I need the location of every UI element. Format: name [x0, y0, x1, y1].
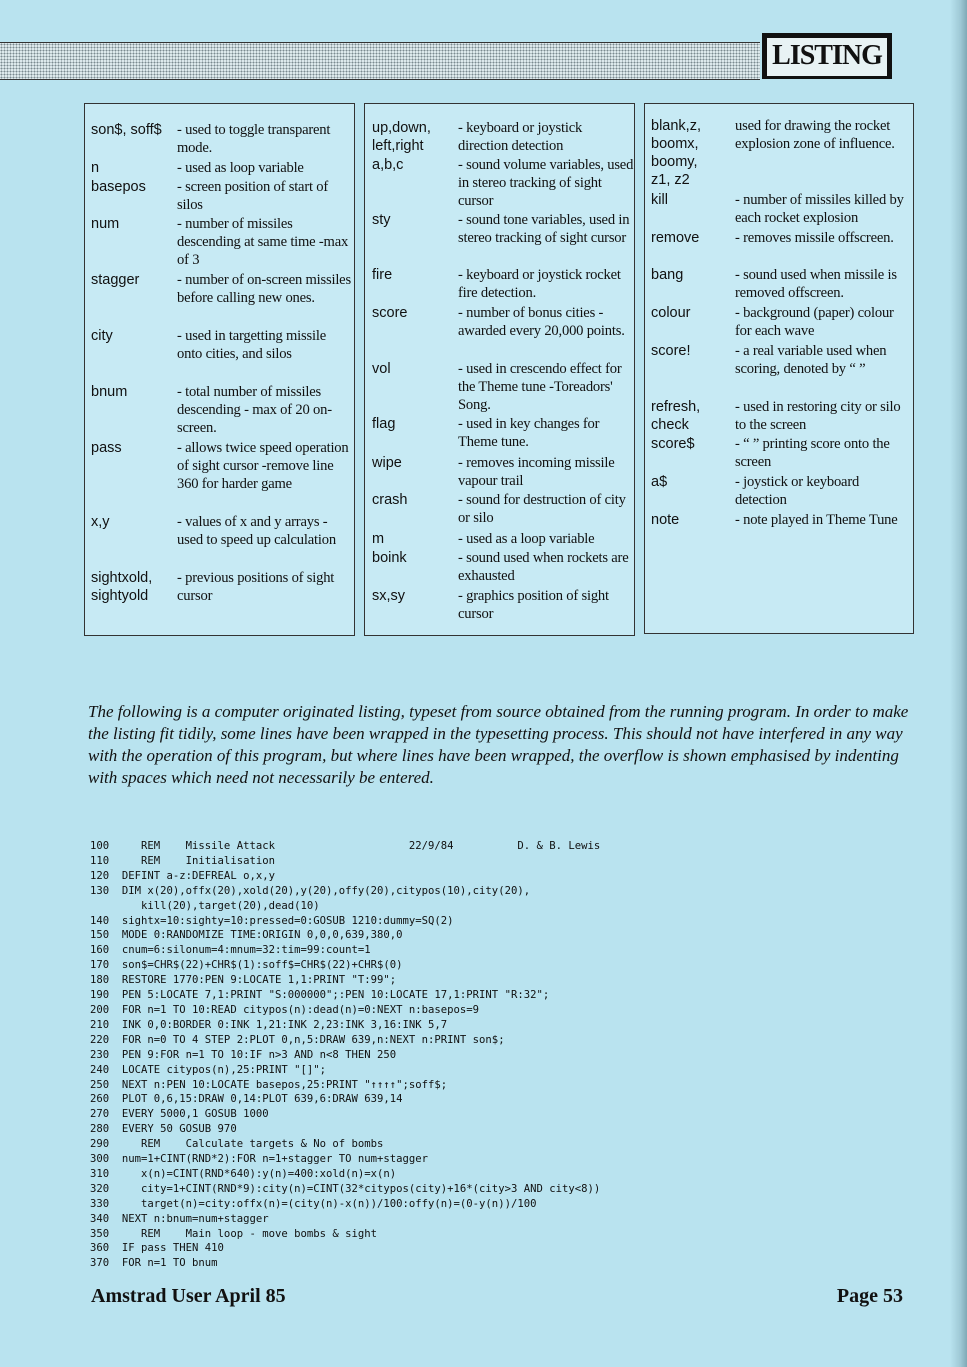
program-listing [90, 839, 600, 1271]
variable-name: crash [372, 492, 408, 508]
variable-name: a$ [651, 474, 668, 490]
variable-name: vol [372, 361, 391, 377]
code-line: 340 NEXT n:bnum=num+stagger [90, 1212, 269, 1225]
variable-description: - screen position of start of silos [177, 179, 329, 213]
code-line: 120 DEFINT a-z:DEFREAL o,x,y [90, 869, 275, 882]
variable-name: city [91, 328, 113, 344]
section-badge-label: LISTING [766, 37, 888, 77]
variable-name: sty [372, 212, 391, 228]
variable-name: refresh, check [651, 399, 701, 433]
glossary-column-1 [84, 103, 355, 636]
footer-magazine: Amstrad User April 85 [91, 1285, 286, 1307]
code-line: 300 num=1+CINT(RND*2):FOR n=1+stagger TO num+stagger [90, 1153, 429, 1166]
variable-name: stagger [91, 272, 140, 288]
code-line: 170 son$=CHR$(22)+CHR$(1):soff$=CHR$(22)+CHR$(0) [90, 959, 403, 972]
variable-description: - used in crescendo effect for the Theme tune -Toreadors' Song. [458, 361, 622, 413]
section-badge [762, 33, 892, 79]
code-line: 110 REM Initialisation [90, 854, 275, 867]
variable-description: - allows twice speed operation of sight cursor -remove line 360 for harder game [177, 440, 349, 492]
footer-page-number: Page 53 [836, 1285, 903, 1307]
glossary-column-3 [644, 103, 914, 634]
variable-name: bnum [91, 384, 128, 400]
variable-description: - number of missiles descending at same time -max of 3 [177, 216, 349, 268]
variable-description: - sound tone variables, used in stereo tracking of sight cursor [458, 212, 630, 246]
variable-description: - sound volume variables, used in stereo tracking of sight cursor [458, 157, 634, 209]
variable-name: a,b,c [372, 157, 404, 173]
variable-description: - graphics position of sight cursor [458, 588, 609, 622]
variable-name: x,y [91, 514, 110, 530]
variable-description: - removes missile offscreen. [735, 230, 894, 246]
code-line: 260 PLOT 0,6,15:DRAW 0,14:PLOT 639,6:DRAW 639,14 [90, 1093, 403, 1106]
variable-name: basepos [91, 179, 146, 195]
variable-description: - previous positions of sight cursor [177, 570, 335, 604]
variable-description: - number of missiles killed by each rocket explosion [735, 192, 904, 226]
code-line: 360 IF pass THEN 410 [90, 1242, 224, 1255]
code-line: 200 FOR n=1 TO 10:READ citypos(n):dead(n)=0:NEXT n:basepos=9 [90, 1003, 480, 1016]
code-line: 250 NEXT n:PEN 10:LOCATE basepos,25:PRINT "↑↑↑↑";soff$; [90, 1078, 448, 1091]
variable-description: - used as loop variable [177, 160, 304, 176]
code-line: 190 PEN 5:LOCATE 7,1:PRINT "S:000000";:PEN 10:LOCATE 17,1:PRINT "R:32"; [90, 989, 550, 1002]
code-line: 350 REM Main loop - move bombs & sight [90, 1227, 378, 1240]
variable-name: score$ [651, 436, 695, 452]
variable-name: num [91, 216, 120, 232]
variable-name: blank,z, boomx, boomy, z1, z2 [651, 118, 701, 188]
variable-name: score [372, 305, 408, 321]
variable-description: - used as a loop variable [458, 531, 595, 547]
variable-name: score! [651, 343, 691, 359]
variable-description: - keyboard or joystick direction detection [458, 120, 583, 154]
variable-description: - sound used when missile is removed offscreen. [735, 267, 897, 301]
variable-name: remove [651, 230, 700, 246]
page-spine-shadow [950, 0, 967, 1367]
variable-name: boink [372, 550, 407, 566]
variable-name: n [91, 160, 100, 176]
variable-name: sightxold, sightyold [91, 570, 153, 604]
variable-description: - sound used when rockets are exhausted [458, 550, 629, 584]
variable-name: son$, soff$ [91, 122, 162, 138]
variable-name: m [372, 531, 385, 547]
code-line: 150 MODE 0:RANDOMIZE TIME:ORIGIN 0,0,0,639,380,0 [90, 929, 403, 942]
variable-description: - used in restoring city or silo to the screen [735, 399, 901, 433]
variable-name: pass [91, 440, 122, 456]
variable-name: note [651, 512, 680, 528]
variable-description: - number of on-screen missiles before calling new ones. [177, 272, 351, 306]
variable-name: bang [651, 267, 684, 283]
code-line: 160 cnum=6:silonum=4:mnum=32:tim=99:count=1 [90, 944, 371, 957]
variable-description: - background (paper) colour for each wave [735, 305, 894, 339]
variable-description: - total number of missiles descending - max of 20 on-screen. [177, 384, 332, 436]
variable-description: - used in targetting missile onto cities, and silos [177, 328, 326, 362]
variable-description: - sound for destruction of city or silo [458, 492, 626, 526]
typesetting-note: The following is a computer originated listing, typeset from source obtained from the running program. In order to make the listing fit tidily, some lines have been wrapped in the typesetting process. This should not have interfered in any way with the operation of this program, but where lines have been wrapped, the overflow is shown emphasised by indenting with spaces which need not necessarily be entered. [88, 702, 909, 787]
variable-description: - a real variable used when scoring, denoted by “ ” [735, 343, 887, 377]
variable-name: kill [651, 192, 668, 208]
variable-description: - values of x and y arrays -used to speed up calculation [177, 514, 336, 548]
code-line: 320 city=1+CINT(RND*9):city(n)=CINT(32*citypos(city)+16*(city>3 AND city<8)) [90, 1182, 601, 1195]
variable-description: - used in key changes for Theme tune. [458, 416, 600, 450]
variable-description: - removes incoming missile vapour trail [458, 455, 615, 489]
code-line: 370 FOR n=1 TO bnum [90, 1257, 218, 1270]
code-line: 330 target(n)=city:offx(n)=(city(n)-x(n))/100:offy(n)=(0-y(n))/100 [90, 1197, 537, 1210]
variable-description: - “ ” printing score onto the screen [735, 436, 890, 470]
variable-name: up,down, left,right [372, 120, 431, 154]
code-line: 290 REM Calculate targets & No of bombs [90, 1138, 384, 1151]
code-line: kill(20),target(20),dead(10) [90, 899, 320, 912]
code-line: 210 INK 0,0:BORDER 0:INK 1,21:INK 2,23:INK 3,16:INK 5,7 [90, 1018, 448, 1031]
code-line: 100 REM Missile Attack 22/9/84 D. & B. Lewis [90, 840, 601, 852]
code-line: 270 EVERY 5000,1 GOSUB 1000 [90, 1108, 269, 1121]
glossary-column-2 [364, 103, 635, 636]
code-line: 280 EVERY 50 GOSUB 970 [90, 1123, 237, 1136]
code-line: 230 PEN 9:FOR n=1 TO 10:IF n>3 AND n<8 THEN 250 [90, 1048, 397, 1061]
variable-name: wipe [372, 455, 402, 471]
header-stripe [0, 42, 760, 80]
code-line: 140 sightx=10:sighty=10:pressed=0:GOSUB 1210:dummy=SQ(2) [90, 914, 454, 927]
variable-name: sx,sy [372, 588, 406, 604]
code-line: 180 RESTORE 1770:PEN 9:LOCATE 1,1:PRINT "T:99"; [90, 974, 397, 987]
variable-description: - joystick or keyboard detection [735, 474, 860, 508]
variable-description: - keyboard or joystick rocket fire detection. [458, 267, 621, 301]
variable-description: - used to toggle transparent mode. [177, 122, 331, 156]
variable-name: colour [651, 305, 691, 321]
variable-description: used for drawing the rocket explosion zone of influence. [735, 118, 895, 152]
variable-description: - note played in Theme Tune [735, 512, 898, 528]
variable-name: flag [372, 416, 396, 432]
variable-description: - number of bonus cities -awarded every 20,000 points. [458, 305, 625, 339]
code-line: 130 DIM x(20),offx(20),xold(20),y(20),offy(20),citypos(10),city(20), [90, 884, 531, 897]
code-line: 220 FOR n=0 TO 4 STEP 2:PLOT 0,n,5:DRAW 639,n:NEXT n:PRINT son$; [90, 1033, 505, 1046]
code-line: 240 LOCATE citypos(n),25:PRINT "[]"; [90, 1063, 326, 1076]
variable-name: fire [372, 267, 393, 283]
code-line: 310 x(n)=CINT(RND*640):y(n)=400:xold(n)=x(n) [90, 1167, 397, 1180]
